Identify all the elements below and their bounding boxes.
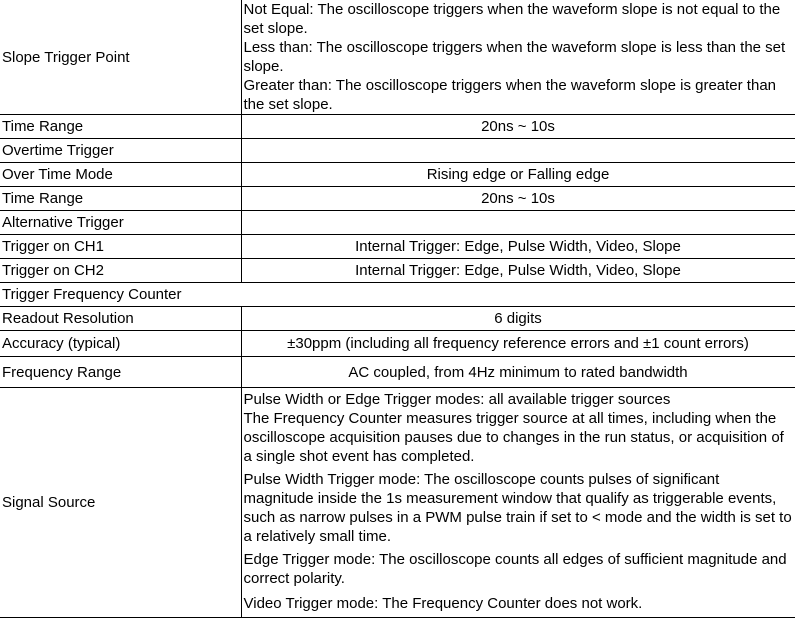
label-time-range-2: Time Range (0, 187, 241, 211)
slope-greater-than-text: Greater than: The oscilloscope triggers when the waveform slope is greater than the set slope. (243, 77, 776, 113)
row-alternative-trigger (0, 211, 795, 235)
value-accuracy: ±30ppm (including all frequency reference errors and ±1 count errors) (241, 331, 795, 357)
value-alternative-trigger (241, 211, 795, 235)
signal-source-video-text: Video Trigger mode: The Frequency Counter does not work. (243, 595, 643, 612)
label-trigger-ch2: Trigger on CH2 (0, 259, 241, 283)
signal-source-pulse-width-text: Pulse Width Trigger mode: The oscilloscope counts pulses of significant magnitude inside the 1s measurement window that qualify as triggerable events, such as narrow pulses in a PWM pulse train if set to < mode and the width is set to a relatively small time. (243, 471, 792, 545)
row-trigger-frequency-counter (0, 283, 795, 307)
label-overtime-trigger: Overtime Trigger (0, 139, 241, 163)
value-frequency-range: AC coupled, from 4Hz minimum to rated bandwidth (241, 357, 795, 388)
value-slope-trigger-point (241, 0, 795, 115)
value-time-range-1: 20ns ~ 10s (241, 115, 795, 139)
row-slope-trigger-point (0, 0, 795, 115)
slope-less-than-text: Less than: The oscilloscope triggers when the waveform slope is less than the set slope. (243, 39, 786, 75)
row-signal-source (0, 388, 795, 618)
value-signal-source (241, 388, 795, 618)
row-over-time-mode (0, 163, 795, 187)
signal-source-modes-text: Pulse Width or Edge Trigger modes: all available trigger sources (243, 391, 671, 408)
row-trigger-ch2 (0, 259, 795, 283)
label-accuracy: Accuracy (typical) (0, 331, 241, 357)
value-readout-resolution: 6 digits (241, 307, 795, 331)
value-trigger-ch1: Internal Trigger: Edge, Pulse Width, Video, Slope (241, 235, 795, 259)
row-frequency-range (0, 357, 795, 388)
label-over-time-mode: Over Time Mode (0, 163, 241, 187)
label-frequency-range: Frequency Range (0, 357, 241, 388)
row-readout-resolution (0, 307, 795, 331)
label-trigger-ch1: Trigger on CH1 (0, 235, 241, 259)
label-alternative-trigger: Alternative Trigger (0, 211, 241, 235)
label-readout-resolution: Readout Resolution (0, 307, 241, 331)
row-time-range-2 (0, 187, 795, 211)
label-signal-source: Signal Source (0, 388, 241, 618)
value-over-time-mode: Rising edge or Falling edge (241, 163, 795, 187)
value-overtime-trigger (241, 139, 795, 163)
row-trigger-ch1 (0, 235, 795, 259)
row-accuracy (0, 331, 795, 357)
label-time-range-1: Time Range (0, 115, 241, 139)
row-time-range-1 (0, 115, 795, 139)
label-slope-trigger-point: Slope Trigger Point (0, 0, 241, 115)
value-trigger-ch2: Internal Trigger: Edge, Pulse Width, Video, Slope (241, 259, 795, 283)
row-overtime-trigger (0, 139, 795, 163)
slope-not-equal-text: Not Equal: The oscilloscope triggers when the waveform slope is not equal to the set slope. (243, 1, 781, 37)
signal-source-edge-text: Edge Trigger mode: The oscilloscope counts all edges of sufficient magnitude and correct polarity. (243, 551, 787, 587)
value-time-range-2: 20ns ~ 10s (241, 187, 795, 211)
signal-source-counter-text: The Frequency Counter measures trigger source at all times, including when the oscilloscope acquisition pauses due to changes in the run status, or acquisition of a single shot event has completed. (243, 410, 784, 465)
label-trigger-frequency-counter: Trigger Frequency Counter (0, 283, 795, 307)
